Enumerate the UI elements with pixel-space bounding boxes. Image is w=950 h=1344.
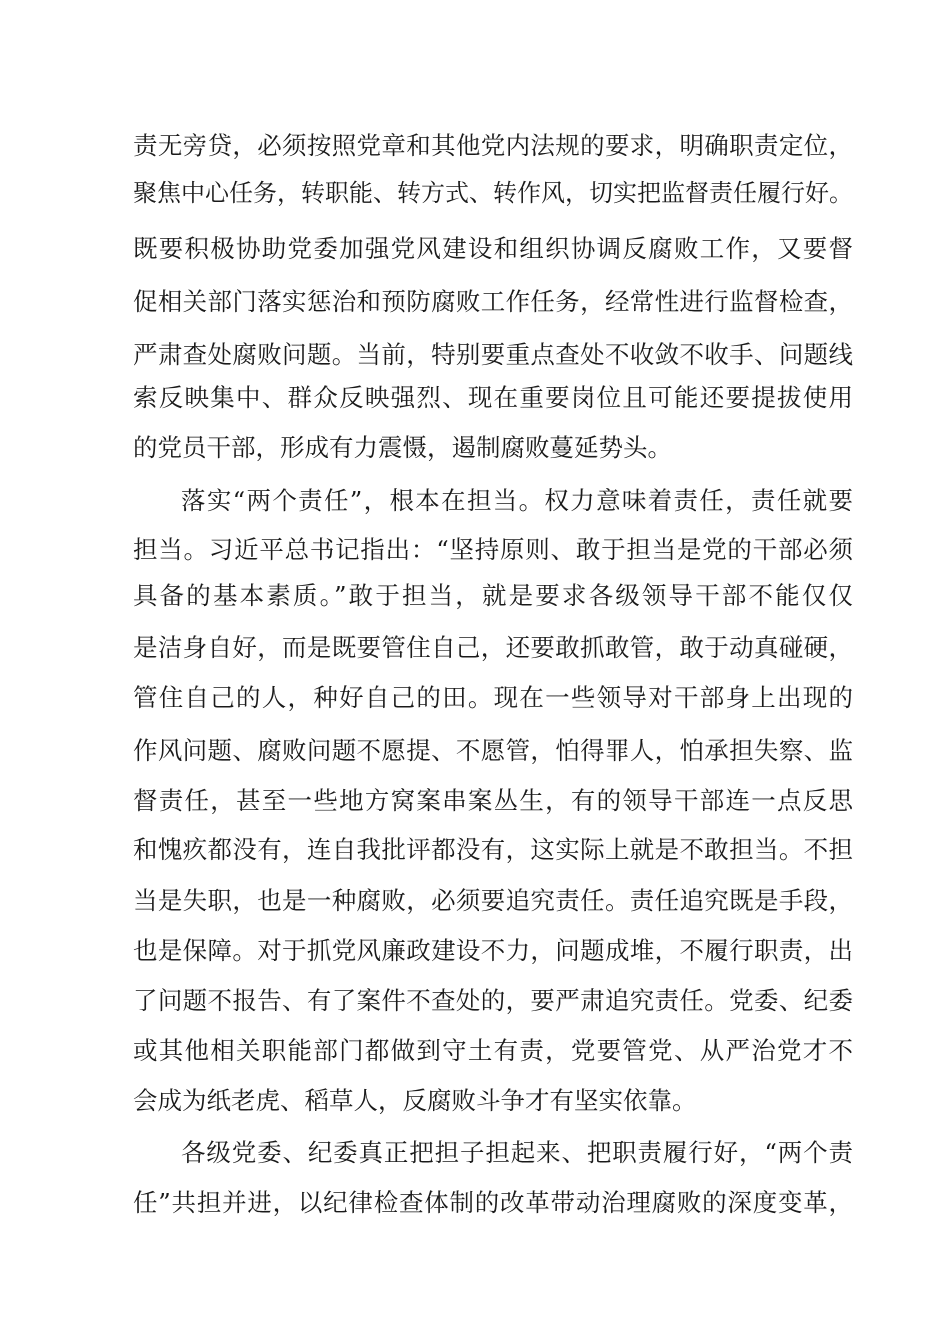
text-line: 严肃查处腐败问题。当前，特别要重点查处不收敛不收手、问题线: [133, 340, 853, 369]
text-line: 的党员干部，形成有力震慑，遏制腐败蔓延势头。: [133, 433, 672, 462]
text-line: 也是保障。对于抓党风廉政建设不力，问题成堆，不履行职责，出: [133, 936, 853, 965]
text-line: 管住自己的人，种好自己的田。现在一些领导对干部身上出现的: [133, 683, 853, 712]
text-line: 督责任，甚至一些地方窝案串案丛生，有的领导干部连一点反思: [133, 786, 853, 815]
text-line: 会成为纸老虎、稻草人，反腐败斗争才有坚实依靠。: [133, 1086, 697, 1115]
text-line: 或其他相关职能部门都做到守土有责，党要管党、从严治党才不: [133, 1036, 853, 1065]
text-line: 当是失职，也是一种腐败，必须要追究责任。责任追究既是手段，: [133, 886, 853, 915]
text-line: 促相关部门落实惩治和预防腐败工作任务，经常性进行监督检查，: [133, 287, 853, 316]
text-line: 既要积极协助党委加强党风建设和组织协调反腐败工作，又要督: [133, 234, 853, 263]
paragraph-first-line: 各级党委、纪委真正把担子担起来、把职责履行好，“两个责: [181, 1138, 853, 1167]
paragraph-first-line: 落实“两个责任”，根本在担当。权力意味着责任，责任就要: [181, 486, 853, 515]
text-line: 任”共担并进，以纪律检查体制的改革带动治理腐败的深度变革，: [133, 1188, 853, 1217]
text-line: 担当。习近平总书记指出：“坚持原则、敢于担当是党的干部必须: [133, 535, 853, 564]
text-line: 是洁身自好，而是既要管住自己，还要敢抓敢管，敢于动真碰硬，: [133, 633, 853, 662]
text-line: 了问题不报告、有了案件不查处的，要严肃追究责任。党委、纪委: [133, 986, 853, 1015]
text-line: 作风问题、腐败问题不愿提、不愿管，怕得罪人，怕承担失察、监: [133, 736, 853, 765]
text-line: 具备的基本素质。”敢于担当，就是要求各级领导干部不能仅仅: [133, 581, 853, 610]
text-line: 聚焦中心任务，转职能、转方式、转作风，切实把监督责任履行好。: [133, 179, 853, 207]
text-line: 索反映集中、群众反映强烈、现在重要岗位且可能还要提拔使用: [133, 383, 853, 412]
text-line: 和愧疚都没有，连自我批评都没有，这实际上就是不敢担当。不担: [133, 835, 853, 864]
text-line: 责无旁贷，必须按照党章和其他党内法规的要求，明确职责定位，: [133, 131, 853, 160]
